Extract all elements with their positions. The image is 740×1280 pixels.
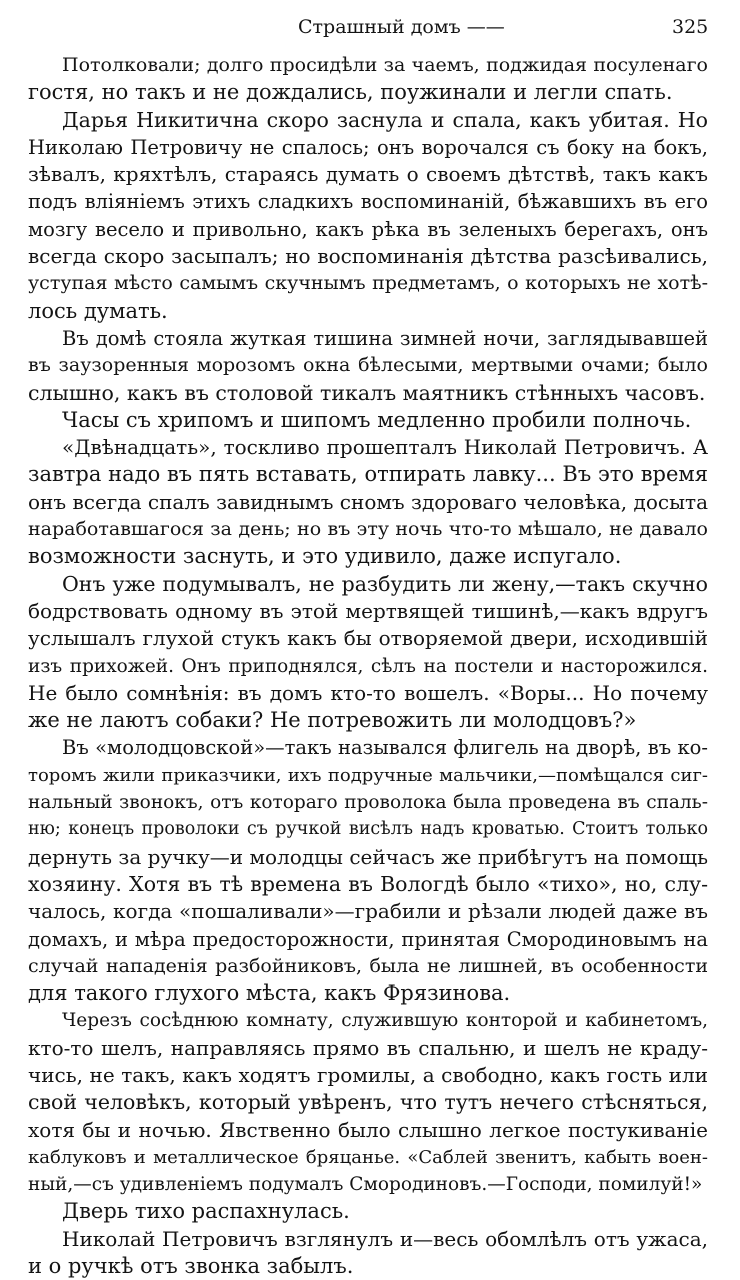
- text-line: каблуковъ и металлическое бряцанье. «Саблей звенитъ, кабыть воен-: [28, 1146, 708, 1168]
- text-line: Николаю Петровичу не спалось; онъ ворочался съ боку на бокъ,: [28, 135, 708, 159]
- text-line: кто-то шелъ, направляясь прямо въ спальню, и шелъ не краду-: [28, 1035, 708, 1060]
- text-line: для такого глухого мѣста, какъ Фрязинова.: [28, 981, 511, 1006]
- text-line: чись, не такъ, какъ ходятъ громилы, а свободно, какъ гость или: [28, 1062, 708, 1087]
- text-line: зѣвалъ, кряхтѣлъ, стараясь думать о своемъ дѣтствѣ, такъ какъ: [28, 162, 708, 187]
- text-line: Въ «молодцовской»—такъ назывался флигель на дворѣ, въ ко-: [62, 736, 708, 760]
- text-line: онъ всегда спалъ завиднымъ сномъ здороваго человѣка, досыта: [28, 489, 708, 514]
- text-line: гостя, но такъ и не дождались, поужинали и легли спать.: [28, 80, 673, 105]
- text-line: чалось, когда «пошаливали»—грабили и рѣзали людей даже въ: [28, 899, 708, 924]
- text-line: мозгу весело и привольно, какъ рѣка въ зеленыхъ берегахъ, онъ: [28, 217, 708, 241]
- text-line: Онъ уже подумывалъ, не разбудить ли жену,—такъ скучно: [62, 571, 708, 596]
- text-line: въ заузоренныя морозомъ окна бѣлесыми, мертвыми очами; было: [28, 354, 708, 377]
- text-line: наработавшагося за день; но въ эту ночь что-то мѣшало, не давало: [28, 518, 708, 541]
- running-title: Страшный домъ ——: [298, 16, 505, 38]
- text-line: всегда скоро засыпалъ; но воспоминанія дѣтства разсѣивались,: [28, 244, 708, 269]
- text-line: случай нападенія разбойниковъ, была не лишней, въ особенности: [28, 954, 708, 977]
- text-line: слышно, какъ въ столовой тикалъ маятникъ стѣнныхъ часовъ.: [28, 380, 706, 405]
- text-line: свой человѣкъ, который увѣренъ, что тутъ нечего стѣсняться,: [28, 1090, 708, 1115]
- text-line: лось думать.: [28, 298, 168, 323]
- text-line: и о ручкѣ отъ звонка забылъ.: [28, 1254, 354, 1279]
- text-line: хозяину. Хотя въ тѣ времена въ Вологдѣ было «тихо», но, слу-: [28, 871, 708, 896]
- text-line: Въ домѣ стояла жуткая тишина зимней ночи, заглядывавшей: [62, 326, 708, 350]
- text-line: дернуть за ручку—и молодцы сейчасъ же прибѣгутъ на помощь: [28, 844, 708, 869]
- text-line: завтра надо въ пять вставать, отпирать лавку... Въ это время: [28, 462, 708, 487]
- text-line: Дарья Никитична скоро заснула и спала, какъ убитая. Но: [62, 107, 708, 132]
- body-text: [28, 52, 708, 1280]
- page-header: [0, 10, 740, 44]
- text-line: Черезъ сосѣднюю комнату, служившую конторой и кабинетомъ,: [62, 1010, 708, 1032]
- text-line: Не было сомнѣнія: въ домъ кто-то вошелъ. «Воры... Но почему: [28, 680, 708, 705]
- text-line: бодрствовать одному въ этой мертвящей тишинѣ,—какъ вдругъ: [28, 598, 708, 623]
- text-line: «Двѣнадцать», тоскливо прошепталъ Николай Петровичъ. А: [62, 435, 708, 460]
- text-line: Николай Петровичъ взглянулъ и—весь обомлѣлъ отъ ужаса,: [62, 1226, 708, 1251]
- text-line: нальный звонокъ, отъ котораго проволока была проведена въ спаль-: [28, 792, 708, 814]
- text-line: домахъ, и мѣра предосторожности, принятая Смородиновымъ на: [28, 927, 708, 951]
- text-line: ный,—съ удивленіемъ подумалъ Смородиновъ.—Господи, помилуй!»: [28, 1174, 703, 1196]
- text-line: же не лаютъ собаки? Не потревожить ли молодцовъ?»: [28, 708, 637, 733]
- text-line: хотя бы и ночью. Явственно было слышно легкое постукиваніе: [28, 1117, 708, 1142]
- text-line: изъ прихожей. Онъ приподнялся, сѣлъ на постели и насторожился.: [28, 655, 708, 677]
- text-line: Потолковали; долго просидѣли за чаемъ, поджидая посуленаго: [62, 54, 708, 76]
- text-line: торомъ жили приказчики, ихъ подручные мальчики,—помѣщался сиг-: [28, 764, 708, 786]
- text-line: Часы съ хрипомъ и шипомъ медленно пробили полночь.: [62, 407, 692, 432]
- page-number: 325: [672, 16, 709, 38]
- text-line: услышалъ глухой стукъ какъ бы отворяемой двери, исходившій: [28, 626, 708, 651]
- text-line: подъ вліяніемъ этихъ сладкихъ воспоминаній, бѣжавшихъ въ его: [28, 190, 708, 214]
- text-line: ню; конецъ проволоки съ ручкой висѣлъ надъ кроватью. Стоитъ только: [28, 819, 708, 840]
- text-line: возможности заснуть, и это удивило, даже испугало.: [28, 544, 622, 569]
- text-line: уступая мѣсто самымъ скучнымъ предметамъ, о которыхъ не хотѣ-: [28, 272, 708, 295]
- text-line: Дверь тихо распахнулась.: [62, 1199, 350, 1224]
